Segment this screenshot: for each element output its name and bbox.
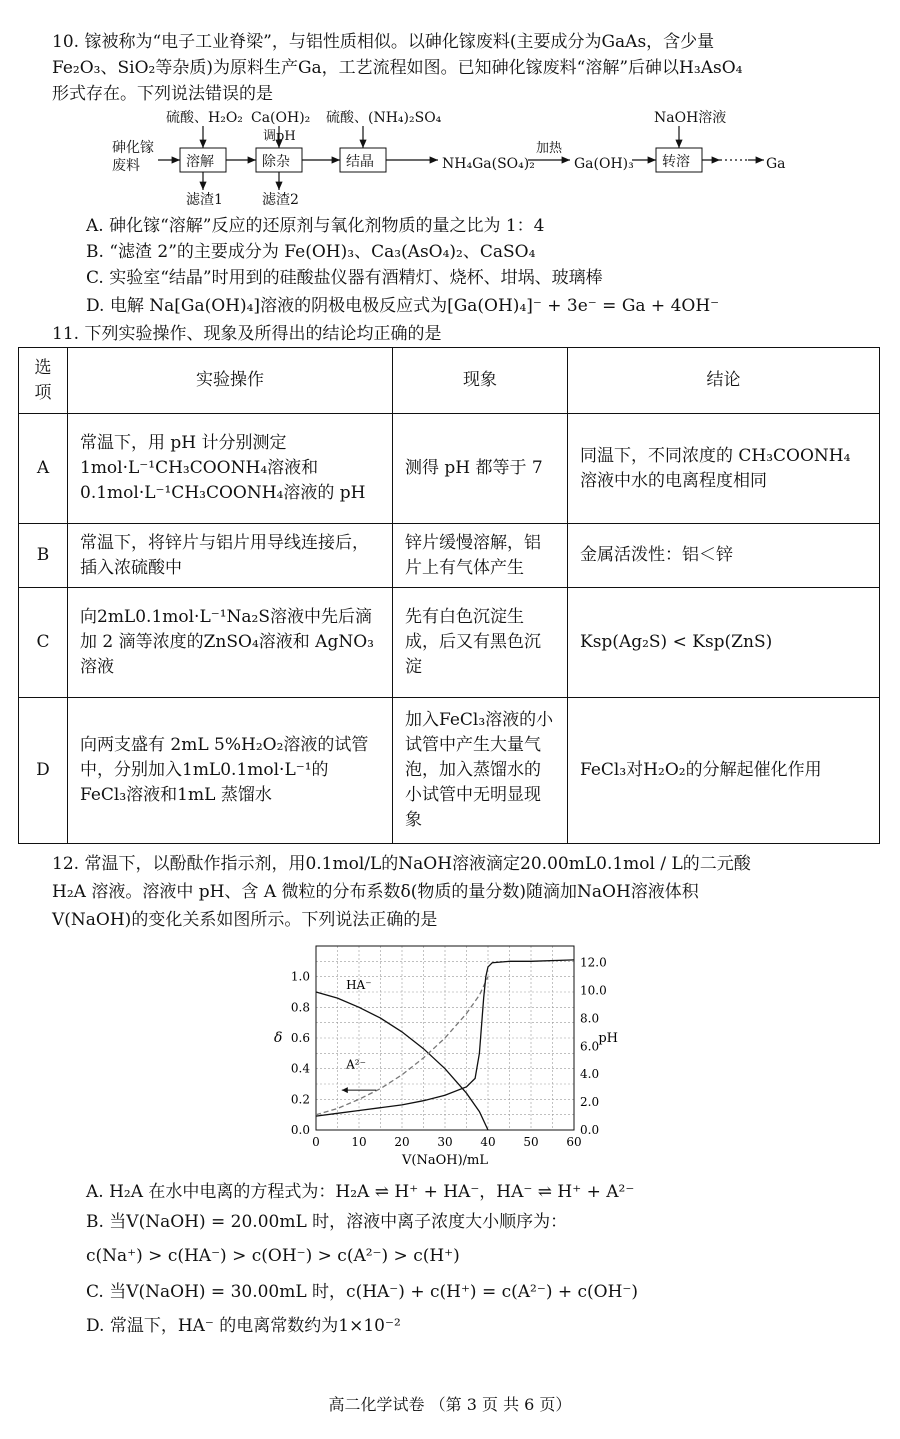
- q11-stem: 11. 下列实验操作、现象及所得出的结论均正确的是: [52, 324, 442, 344]
- row-b-conclusion: 金属活泼性：铝＜锌: [568, 524, 880, 588]
- row-a-operation: 常温下，用 pH 计分别测定 1mol·L⁻¹CH₃COONH₄溶液和 0.1mol·L⁻¹CH₃COONH₄溶液的 pH: [68, 414, 393, 524]
- q10-option-d: D. 电解 Na[Ga(OH)₄]溶液的阴极电极反应式为[Ga(OH)₄]⁻ + 3e⁻ = Ga + 4OH⁻: [86, 296, 720, 316]
- flow-raw-line1: 砷化镓: [112, 140, 154, 156]
- series-label-a2: A²⁻: [346, 1057, 366, 1072]
- row-c-operation: 向2mL0.1mol·L⁻¹Na₂S溶液中先后滴加 2 滴等浓度的ZnSO₄溶液和 AgNO₃溶液: [68, 588, 393, 698]
- header-phenomenon: 现象: [393, 348, 568, 414]
- row-d-phenomenon: 加入FeCl₃溶液的小试管中产生大量气泡，加入蒸馏水的小试管中无明显现象: [393, 698, 568, 844]
- q12-stem-line1: 12. 常温下，以酚酞作指示剂，用0.1mol/L的NaOH溶液滴定20.00mL0.1mol / L的二元酸: [52, 854, 751, 874]
- row-a-option: A: [19, 414, 68, 524]
- q10-option-c: C. 实验室“结晶”时用到的硅酸盐仪器有酒精灯、烧杯、坩埚、玻璃棒: [86, 268, 603, 288]
- y-left-tick-label: 0.4: [290, 1061, 310, 1076]
- flow-input1: 硫酸、H₂O₂: [166, 110, 243, 126]
- flow-input3: 硫酸、(NH₄)₂SO₄: [326, 110, 442, 126]
- row-a-phenomenon: 测得 pH 都等于 7: [393, 414, 568, 524]
- q12-stem-line2: H₂A 溶液。溶液中 pH、含 A 微粒的分布系数δ(物质的量分数)随滴加NaOH溶液体积: [52, 882, 699, 902]
- y-right-tick-label: 4.0: [580, 1067, 600, 1082]
- process-flow-diagram: [108, 108, 808, 208]
- flow-residue2: 滤渣2: [262, 192, 299, 208]
- flow-input2-note: 调pH: [263, 129, 296, 144]
- x-tick-label: 0: [312, 1135, 320, 1149]
- y-right-tick-label: 10.0: [580, 983, 607, 998]
- y-left-tick-label: 0.6: [290, 1031, 310, 1045]
- series-label-ha: HA⁻: [346, 977, 372, 992]
- titration-chart: [266, 938, 626, 1174]
- y-left-tick-label: 1.0: [290, 969, 310, 984]
- flow-box-dissolve: 溶解: [186, 154, 214, 170]
- row-b-phenomenon: 锌片缓慢溶解，铝片上有气体产生: [393, 524, 568, 588]
- x-tick-label: 50: [523, 1135, 539, 1149]
- flow-input2: Ca(OH)₂: [251, 110, 311, 126]
- header-operation: 实验操作: [68, 348, 393, 414]
- y-right-tick-label: 0.0: [580, 1123, 600, 1137]
- row-c-conclusion: Ksp(Ag₂S) < Ksp(ZnS): [568, 588, 880, 698]
- y-left-tick-label: 0.0: [290, 1123, 310, 1137]
- y-left-tick-label: 0.8: [290, 1000, 310, 1015]
- y-right-tick-label: 6.0: [580, 1039, 600, 1054]
- q12-option-b: B. 当V(NaOH) = 20.00mL 时，溶液中离子浓度大小顺序为：: [86, 1212, 568, 1232]
- flow-box-purify: 除杂: [262, 154, 290, 170]
- row-b-option: B: [19, 524, 68, 588]
- q12-option-c: C. 当V(NaOH) = 30.00mL 时，c(HA⁻) + c(H⁺) = c(A²⁻) + c(OH⁻): [86, 1282, 639, 1302]
- row-b-operation: 常温下，将锌片与铝片用导线连接后，插入浓硫酸中: [68, 524, 393, 588]
- page-footer: 高二化学试卷 （第 3 页 共 6 页）: [328, 1395, 572, 1414]
- x-tick-label: 30: [437, 1135, 453, 1149]
- q12-option-a: A. H₂A 在水中电离的方程式为：H₂A ⇌ H⁺ + HA⁻，HA⁻ ⇌ H⁺ + A²⁻: [86, 1182, 635, 1202]
- y-right-tick-label: 8.0: [580, 1011, 600, 1026]
- series-line-0: [316, 992, 488, 1130]
- flow-box-redissolve: 转溶: [662, 154, 690, 170]
- x-axis-label: V(NaOH)/mL: [402, 1153, 488, 1168]
- y-left-tick-label: 0.2: [290, 1092, 310, 1107]
- y-right-axis-label: pH: [598, 1031, 618, 1046]
- q12-stem-line3: V(NaOH)的变化关系如图所示。下列说法正确的是: [52, 910, 438, 930]
- axis-arrow-head: [342, 1087, 348, 1093]
- x-tick-label: 10: [351, 1135, 367, 1149]
- row-d-conclusion: FeCl₃对H₂O₂的分解起催化作用: [568, 698, 880, 844]
- table-row: [19, 414, 880, 524]
- flow-box-crystallize: 结晶: [346, 154, 374, 170]
- header-conclusion: 结论: [568, 348, 880, 414]
- flow-raw-line2: 废料: [112, 158, 140, 174]
- flow-residue1: 滤渣1: [186, 192, 223, 208]
- x-tick-label: 60: [566, 1135, 582, 1149]
- q10-stem-line3: 形式存在。下列说法错误的是: [52, 84, 273, 104]
- q12-option-d: D. 常温下，HA⁻ 的电离常数约为1×10⁻²: [86, 1316, 401, 1336]
- flow-input4: NaOH溶液: [654, 110, 727, 126]
- y-right-tick-label: 12.0: [580, 955, 607, 970]
- q10-stem-line1: 10. 镓被称为“电子工业脊梁”，与铝性质相似。以砷化镓废料(主要成分为GaAs，含少量: [52, 32, 715, 52]
- flow-product1: NH₄Ga(SO₄)₂: [442, 156, 535, 172]
- x-tick-label: 20: [394, 1135, 410, 1149]
- row-c-option: C: [19, 588, 68, 698]
- table-row: [19, 524, 880, 588]
- table-row: [19, 698, 880, 844]
- experiment-table: [18, 347, 880, 844]
- flow-product2: Ga(OH)₃: [574, 156, 634, 172]
- row-d-operation: 向两支盛有 2mL 5%H₂O₂溶液的试管中，分别加入1mL0.1mol·L⁻¹的 FeCl₃溶液和1mL 蒸馏水: [68, 698, 393, 844]
- row-a-conclusion: 同温下，不同浓度的 CH₃COONH₄溶液中水的电离程度相同: [568, 414, 880, 524]
- header-option: 选项: [19, 348, 68, 414]
- flow-heat: 加热: [536, 141, 563, 156]
- row-c-phenomenon: 先有白色沉淀生成，后又有黑色沉淀: [393, 588, 568, 698]
- row-d-option: D: [19, 698, 68, 844]
- y-left-axis-label: δ: [274, 1030, 283, 1046]
- x-tick-label: 40: [480, 1135, 496, 1149]
- q10-option-a: A. 砷化镓“溶解”反应的还原剂与氧化剂物质的量之比为 1：4: [86, 216, 545, 236]
- y-right-tick-label: 2.0: [580, 1095, 600, 1110]
- q12-option-b-order: c(Na⁺) > c(HA⁻) > c(OH⁻) > c(A²⁻) > c(H⁺): [86, 1246, 460, 1266]
- flow-end: Ga: [766, 156, 786, 172]
- q10-stem-line2: Fe₂O₃、SiO₂等杂质)为原料生产Ga，工艺流程如图。已知砷化镓废料“溶解”后砷以H₃AsO₄: [52, 58, 743, 78]
- table-row: [19, 588, 880, 698]
- q10-option-b: B. “滤渣 2”的主要成分为 Fe(OH)₃、Ca₃(AsO₄)₂、CaSO₄: [86, 242, 536, 262]
